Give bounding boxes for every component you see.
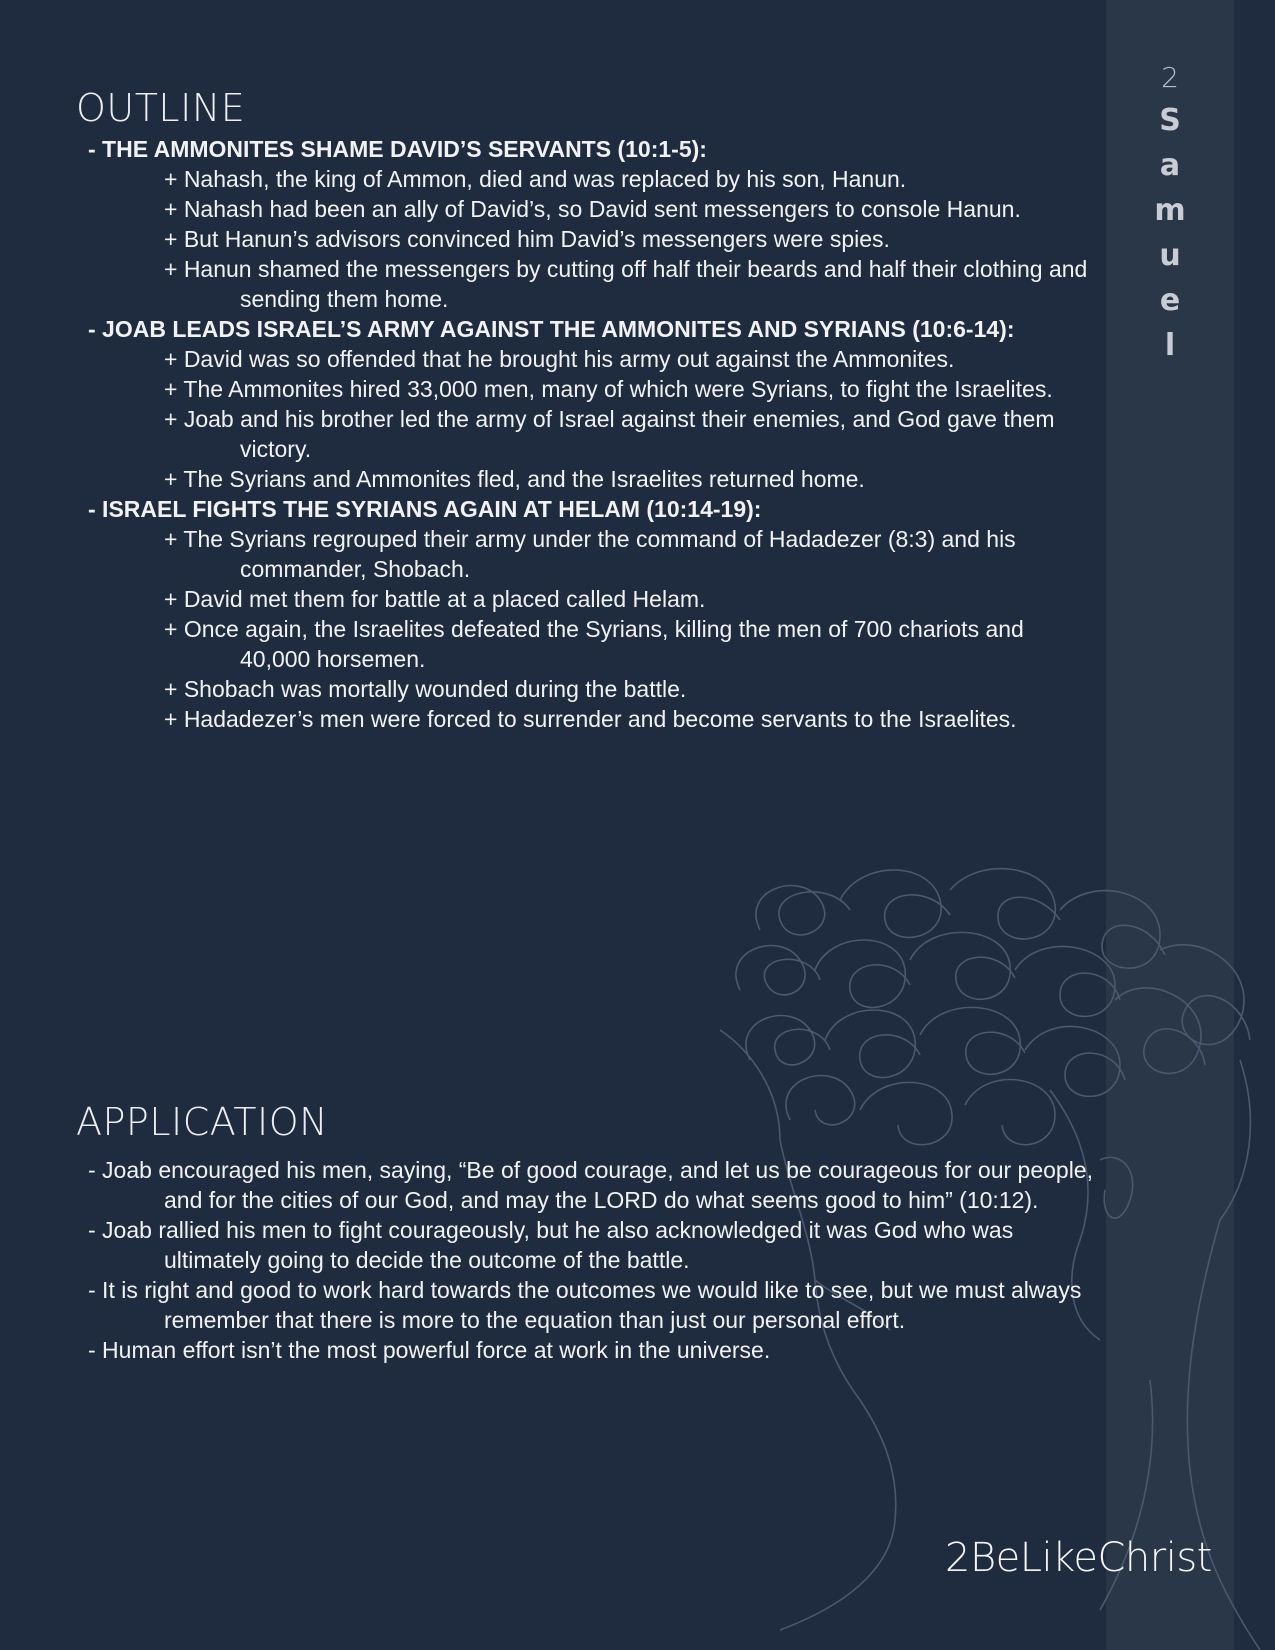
book-letter: l [1164, 328, 1176, 363]
brand-wordmark: 2BeLikeChrist [945, 1535, 1212, 1581]
application-heading: APPLICATION [76, 1100, 329, 1144]
book-letter: e [1159, 283, 1181, 318]
book-title-vertical [1106, 58, 1234, 368]
outline-point: + Joab and his brother led the army of Israel against their enemies, and God gave them victory. [164, 406, 1055, 462]
outline-point: + The Ammonites hired 33,000 men, many of which were Syrians, to fight the Israelites. [164, 376, 1053, 402]
outline-point: + The Syrians and Ammonites fled, and the Israelites returned home. [164, 466, 865, 492]
outline-group-title: - ISRAEL FIGHTS THE SYRIANS AGAIN AT HELAM (10:14-19): [88, 496, 762, 522]
outline-point: + David was so offended that he brought his army out against the Ammonites. [164, 346, 955, 372]
book-number: 2 [1161, 61, 1179, 94]
outline-point: + Nahash, the king of Ammon, died and was replaced by his son, Hanun. [164, 166, 907, 192]
outline-group-title: - JOAB LEADS ISRAEL’S ARMY AGAINST THE AMMONITES AND SYRIANS (10:6-14): [88, 316, 1015, 342]
application-point: - Joab rallied his men to fight courageously, but he also acknowledged it was God who was ultimately going to decide the outcome of the battle. [88, 1217, 1014, 1273]
book-letter: a [1159, 148, 1181, 183]
outline-group-title: - THE AMMONITES SHAME DAVID’S SERVANTS (10:1-5): [88, 136, 707, 162]
application-list [88, 1155, 1098, 1365]
outline-point: + Once again, the Israelites defeated the Syrians, killing the men of 700 chariots and 40,000 horsemen. [164, 616, 1024, 672]
outline-point: + But Hanun’s advisors convinced him David’s messengers were spies. [164, 226, 890, 252]
outline-group [88, 134, 1088, 314]
outline-point: + Shobach was mortally wounded during the battle. [164, 676, 687, 702]
book-letter: S [1159, 103, 1181, 138]
outline-group [88, 314, 1088, 494]
outline-point: + Hanun shamed the messengers by cutting off half their beards and half their clothing and sending them home. [164, 256, 1088, 312]
book-letter: u [1159, 238, 1181, 273]
outline-list [88, 134, 1088, 734]
outline-point: + David met them for battle at a placed called Helam. [164, 586, 706, 612]
outline-point: + Hadadezer’s men were forced to surrender and become servants to the Israelites. [164, 706, 1017, 732]
outline-point: + Nahash had been an ally of David’s, so David sent messengers to console Hanun. [164, 196, 1021, 222]
application-point: - Human effort isn’t the most powerful force at work in the universe. [88, 1337, 771, 1363]
application-point: - Joab encouraged his men, saying, “Be of good courage, and let us be courageous for our people, and for the cities of our God, and may the LORD do what seems good to him” (10:12). [88, 1157, 1093, 1213]
book-letter: m [1154, 193, 1186, 228]
application-point: - It is right and good to work hard towards the outcomes we would like to see, but we must always remember that there is more to the equation than just our personal effort. [88, 1277, 1082, 1333]
outline-heading: OUTLINE [76, 86, 246, 130]
outline-point: + The Syrians regrouped their army under the command of Hadadezer (8:3) and his commander, Shobach. [164, 526, 1016, 582]
outline-group [88, 494, 1088, 734]
